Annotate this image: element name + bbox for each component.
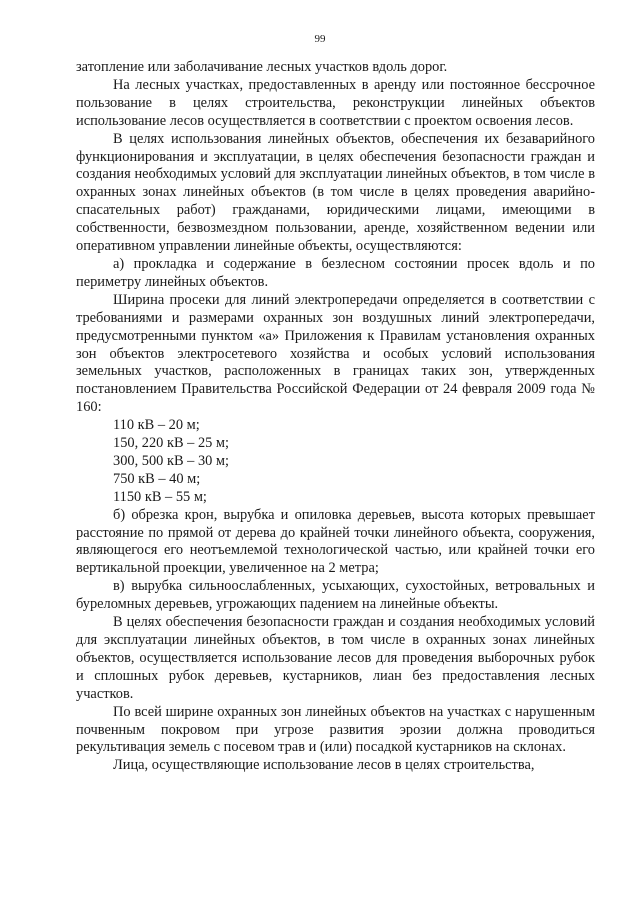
paragraph: а) прокладка и содержание в безлесном состоянии просек вдоль и по периметру линейных объектов. — [76, 255, 595, 290]
list-item: 1150 кВ – 55 м; — [113, 488, 207, 505]
list-item: 750 кВ – 40 м; — [113, 470, 201, 487]
list-item: 150, 220 кВ – 25 м; — [113, 435, 230, 452]
list-item: 300, 500 кВ – 30 м; — [113, 452, 230, 469]
document-body — [76, 59, 595, 775]
paragraph: В целях использования линейных объектов, обеспечения их безаварийного функционирования и эксплуатации, в целях обеспечения безопасности граждан и создания необходимых условий для эксплуатации линейных объектов, в том числе в охранных зонах линейных объектов (в том числе в целях проведения аварийно-спасательных работ) гражданами, юридическими лицами, имеющими в собственности, безвозмездном пользовании, аренде, хозяйственном ведении или оперативном управлении линейные объекты, осуществляются: — [76, 130, 595, 255]
list-item: 110 кВ – 20 м; — [113, 417, 200, 434]
paragraph: В целях обеспечения безопасности граждан и создания необходимых условий для эксплуатации линейных объектов, в том числе в охранных зонах линейных объектов, осуществляется использование лесов для проведения выборочных рубок и сплошных рубок деревьев, кустарников, лиан без предоставления лесных участков. — [76, 614, 595, 702]
page-number: 99 — [314, 33, 326, 45]
paragraph: По всей ширине охранных зон линейных объектов на участках с нарушенным почвенным покровом при угрозе развития эрозии должна проводиться рекультивация земель с посевом трав и (или) посадкой кустарников на склонах. — [76, 703, 595, 756]
paragraph: в) вырубка сильноослабленных, усыхающих, сухостойных, ветровальных и буреломных деревьев, угрожающих падением на линейные объекты. — [76, 578, 595, 613]
paragraph: Ширина просеки для линий электропередачи определяется в соответствии с требованиями и размерами охранных зон воздушных линий электропередачи, предусмотренными пунктом «а» Приложения к Правилам установления охранных зон объектов электросетевого хозяйства и особых условий использования земельных участков, расположенных в границах таких зон, утвержденных постановлением Правительства Российской Федерации от 24 февраля 2009 года № 160: — [76, 291, 595, 416]
paragraph: На лесных участках, предоставленных в аренду или постоянное бессрочное пользование в целях строительства, реконструкции линейных объектов использование лесов осуществляется в соответствии с проектом освоения лесов. — [76, 76, 595, 129]
paragraph: Лица, осуществляющие использование лесов в целях строительства, — [113, 757, 535, 774]
paragraph: б) обрезка крон, вырубка и опиловка деревьев, высота которых превышает расстояние по прямой от дерева до крайней точки линейного объекта, сооружения, являющегося его неотъемлемой технологической частью, или крайней точки его вертикальной проекции, увеличенное на 2 метра; — [76, 506, 595, 577]
paragraph: затопление или заболачивание лесных участков вдоль дорог. — [76, 59, 448, 75]
